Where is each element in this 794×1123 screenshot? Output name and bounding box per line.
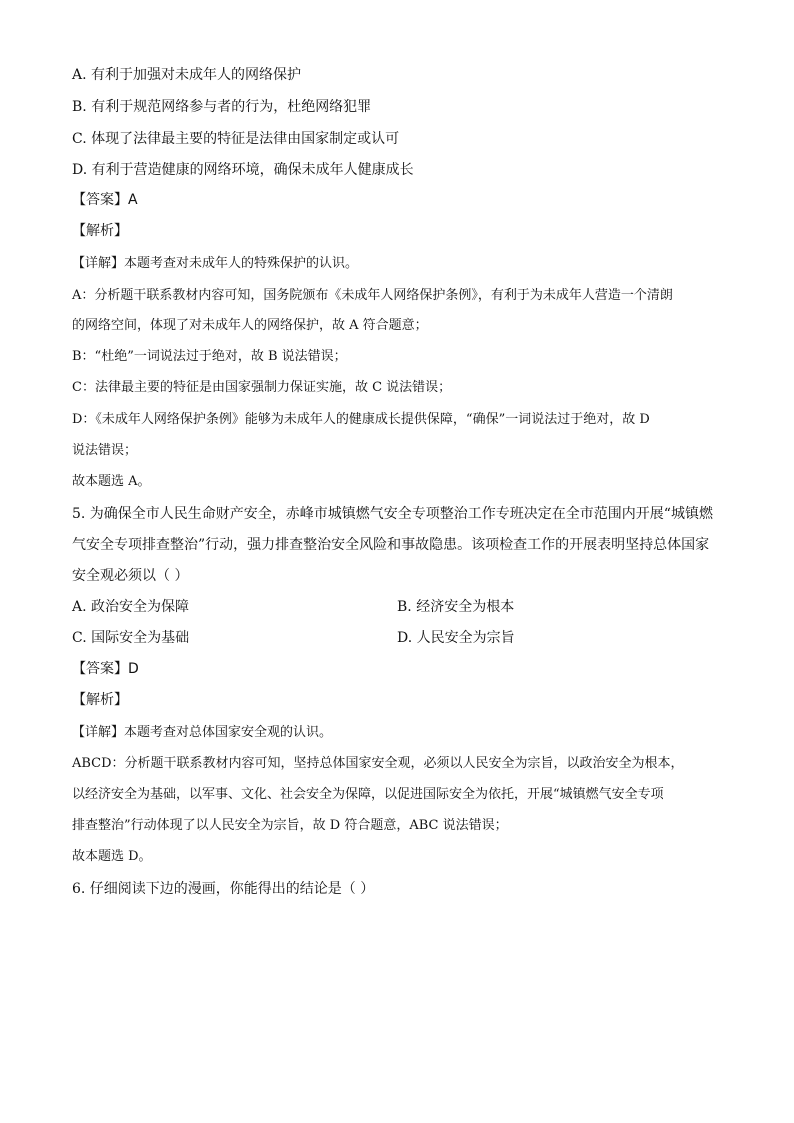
q5-stem-line2: 气安全专项排查整治”行动，强力排查整治安全风险和事故隐患。该项检查工作的开展表明坚持总体国家 <box>72 537 710 553</box>
q5-detail-intro: 【详解】本题考查对总体国家安全观的认识。 <box>72 725 333 740</box>
q5-option-d: D. 人民安全为宗旨 <box>397 630 515 646</box>
q4-detail-a-line2: 的网络空间，体现了对未成年人的网络保护，故 A 符合题意； <box>72 318 428 333</box>
q4-detail-b: B：“杜绝”一词说法过于绝对，故 B 说法错误； <box>72 349 347 364</box>
q5-stem-line1: 5. 为确保全市人民生命财产安全，赤峰市城镇燃气安全专项整治工作专班决定在全市范围内开展“城镇燃 <box>72 506 713 522</box>
q4-detail-c: C：法律最主要的特征是由国家强制力保证实施，故 C 说法错误； <box>72 380 452 395</box>
q6-stem: 6. 仔细阅读下边的漫画，你能得出的结论是（ ） <box>72 881 375 897</box>
q4-detail-d-line2: 说法错误； <box>72 443 138 458</box>
q4-option-c: C. 体现了法律最主要的特征是法律由国家制定或认可 <box>72 131 400 147</box>
q4-option-d: D. 有利于营造健康的网络环境，确保未成年人健康成长 <box>72 162 414 178</box>
q5-detail-line3: 排查整治”行动体现了以人民安全为宗旨，故 D 符合题意，ABC 说法错误； <box>72 818 508 833</box>
q5-analysis-label: 【解析】 <box>72 692 128 708</box>
q4-detail-d-line1: D：《未成年人网络保护条例》能够为未成年人的健康成长提供保障，“确保”一词说法过于绝对，故 D <box>72 412 650 427</box>
q4-answer: 【答案】A <box>72 192 138 208</box>
q5-option-c: C. 国际安全为基础 <box>72 630 190 646</box>
q5-detail-line2: 以经济安全为基础，以军事、文化、社会安全为保障，以促进国际安全为依托，开展“城镇燃气安全专项 <box>72 787 664 802</box>
q4-detail-a-line1: A：分析题干联系教材内容可知，国务院颁布《未成年人网络保护条例》，有利于为未成年人营造一个清朗 <box>72 288 673 303</box>
q5-option-a: A. 政治安全为保障 <box>72 599 190 615</box>
q5-conclusion: 故本题选 D。 <box>72 849 152 864</box>
q5-detail-line1: ABCD：分析题干联系教材内容可知，坚持总体国家安全观，必须以人民安全为宗旨，以政治安全为根本， <box>72 756 684 771</box>
q5-option-b: B. 经济安全为根本 <box>397 599 515 615</box>
q4-conclusion: 故本题选 A。 <box>72 474 151 489</box>
q4-analysis-label: 【解析】 <box>72 223 128 239</box>
q4-detail-intro: 【详解】本题考查对未成年人的特殊保护的认识。 <box>72 256 359 271</box>
q5-stem-line3: 安全观必须以（ ） <box>72 568 189 584</box>
q4-option-a: A. 有利于加强对未成年人的网络保护 <box>72 67 302 83</box>
q4-option-b: B. 有利于规范网络参与者的行为，杜绝网络犯罪 <box>72 99 372 115</box>
q5-answer: 【答案】D <box>72 661 139 677</box>
